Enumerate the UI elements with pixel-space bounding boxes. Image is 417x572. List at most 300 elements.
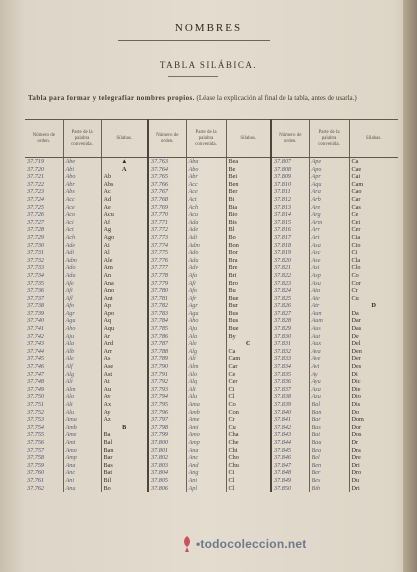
word-part-cell: Acc — [63, 196, 101, 204]
table-row — [25, 454, 398, 462]
order-number-cell: 37.821 — [271, 264, 309, 272]
word-part-cell: Abs — [63, 188, 101, 196]
syllable-cell: Bra — [226, 257, 271, 265]
order-number-cell: 37.740 — [25, 317, 63, 325]
word-part-cell: Adi — [63, 249, 101, 257]
syllable-cell: Bio — [226, 211, 271, 219]
order-number-cell: 37.775 — [148, 249, 186, 257]
syllabic-table — [25, 119, 398, 492]
word-part-cell: Bes — [309, 477, 349, 485]
word-part-cell: Aba — [186, 158, 226, 166]
word-part-cell: Alm — [63, 386, 101, 394]
syllable-cell: Cai — [351, 173, 361, 181]
order-number-cell: 37.777 — [148, 264, 186, 272]
word-part-cell: Abo — [186, 166, 226, 174]
order-number-cell: 37.829 — [271, 325, 309, 333]
table-row — [25, 447, 398, 455]
syllable-cell: Bil — [101, 477, 148, 485]
order-number-cell: 37.787 — [148, 340, 186, 348]
table-row — [25, 181, 398, 189]
table-row — [25, 196, 398, 204]
word-part-cell: And — [186, 462, 226, 470]
order-number-cell: 37.749 — [25, 386, 63, 394]
order-number-cell: 37.795 — [148, 401, 186, 409]
table-row — [25, 477, 398, 485]
syllable-cell: Bea — [226, 158, 271, 166]
order-number-cell: 37.719 — [25, 158, 63, 166]
table-row — [25, 173, 398, 181]
word-part-cell: Aho — [63, 325, 101, 333]
table-row — [25, 363, 398, 371]
syllable-cell: Che — [226, 439, 271, 447]
table-row — [25, 287, 398, 295]
order-number-cell: 37.801 — [148, 447, 186, 455]
order-number-cell: 37.721 — [25, 173, 63, 181]
order-number-cell: 37.816 — [271, 226, 309, 234]
order-number-cell: 37.773 — [148, 234, 186, 242]
column-header: Parte de la palabra convenida. — [63, 120, 101, 158]
syllable-cell: Chi — [226, 447, 271, 455]
syllable-cell: Bas — [101, 462, 148, 470]
syllable-cell: Ant — [101, 295, 148, 303]
table-row — [25, 188, 398, 196]
syllable-cell: Bri — [226, 272, 271, 280]
syllable-cell: Acu — [101, 211, 148, 219]
order-number-cell: 37.800 — [148, 439, 186, 447]
word-part-cell: Arb — [309, 196, 349, 204]
syllable-cell: Dre — [351, 454, 361, 462]
syllable-cell: C — [226, 340, 271, 348]
syllable-cell: A — [101, 166, 148, 174]
order-number-cell: 37.814 — [271, 211, 309, 219]
order-number-cell: 37.781 — [148, 295, 186, 303]
order-number-cell: 37.809 — [271, 173, 309, 181]
order-number-cell: 37.753 — [25, 416, 63, 424]
word-part-cell: Ach — [63, 234, 101, 242]
syllable-cell: Dro — [351, 469, 362, 477]
syllable-cell: Ax — [101, 401, 148, 409]
word-part-cell: Afe — [63, 280, 101, 288]
order-number-cell: 37.770 — [148, 211, 186, 219]
syllable-cell: Ad — [101, 196, 148, 204]
table-row — [25, 257, 398, 265]
word-part-cell: Ale — [63, 355, 101, 363]
table-row — [25, 226, 398, 234]
syllable-cell: Dr — [351, 438, 359, 446]
intro-bold: Tabla para formar y telegrafiar nombres propios. — [28, 94, 195, 102]
word-part-cell: Ace — [186, 188, 226, 196]
table-row — [25, 219, 398, 227]
table-row — [25, 166, 398, 174]
word-part-cell: Ala — [63, 340, 101, 348]
syllable-cell: Dri — [351, 484, 360, 492]
word-part-cell: Asp — [309, 272, 349, 280]
watermark-text: •todocoleccion.net — [196, 537, 307, 551]
order-number-cell: 37.754 — [25, 424, 63, 432]
order-number-cell: 37.838 — [271, 393, 309, 401]
table-row — [25, 249, 398, 257]
order-number-cell: 37.732 — [25, 257, 63, 265]
word-part-cell: Atr — [309, 302, 349, 310]
column-header: Parte de la palabra convenida. — [309, 120, 349, 158]
syllable-cell: Dom — [351, 416, 364, 424]
word-part-cell: Arg — [309, 211, 349, 219]
syllable-cell: Bue — [226, 325, 271, 333]
order-number-cell: 37.833 — [271, 355, 309, 363]
order-number-cell: 37.779 — [148, 280, 186, 288]
word-part-cell: Are — [309, 204, 349, 212]
syllable-cell: Ber — [226, 188, 271, 196]
syllable-cell: Cer — [351, 226, 361, 234]
syllable-cell: Ano — [101, 287, 148, 295]
order-number-cell: 37.846 — [271, 454, 309, 462]
word-part-cell: Asu — [309, 280, 349, 288]
word-part-cell: Ade — [186, 226, 226, 234]
syllable-cell: Bor — [226, 249, 271, 257]
table-row — [25, 310, 398, 318]
syllable-cell: Az — [101, 416, 148, 424]
order-number-cell: 37.737 — [25, 295, 63, 303]
column-header: Parte de la palabra convenida. — [186, 120, 226, 158]
order-number-cell: 37.850 — [271, 485, 309, 493]
word-part-cell: Ami — [186, 424, 226, 432]
syllable-cell: Bar — [101, 454, 148, 462]
order-number-cell: 37.769 — [148, 204, 186, 212]
word-part-cell: Ali — [186, 355, 226, 363]
order-number-cell: 37.766 — [148, 181, 186, 189]
word-part-cell: Ada — [186, 219, 226, 227]
syllable-cell: Cia — [351, 233, 361, 241]
syllable-cell: Ban — [101, 447, 148, 455]
syllable-cell: Da — [351, 309, 359, 317]
word-part-cell: Amp — [186, 439, 226, 447]
syllable-cell: Aqu — [101, 325, 148, 333]
table-row — [25, 393, 398, 401]
word-part-cell: Afl — [63, 295, 101, 303]
syllable-cell: Cho — [226, 454, 271, 462]
word-part-cell: Ado — [186, 249, 226, 257]
order-number-cell: 37.826 — [271, 302, 309, 310]
word-part-cell: Aho — [186, 317, 226, 325]
syllable-cell: Bre — [226, 264, 271, 272]
order-number-cell: 37.799 — [148, 431, 186, 439]
syllable-cell: Dar — [351, 317, 361, 325]
syllable-cell: Ast — [101, 371, 148, 379]
syllable-cell: Ce — [351, 211, 359, 219]
syllable-cell: Abs — [101, 181, 148, 189]
word-part-cell: Aci — [63, 219, 101, 227]
table-row — [25, 204, 398, 212]
table-row — [25, 333, 398, 341]
syllable-cell: Cei — [351, 218, 361, 226]
syllable-cell: Arr — [101, 348, 148, 356]
syllable-cell: An — [101, 272, 148, 280]
syllable-cell: Ac — [101, 188, 148, 196]
order-number-cell: 37.797 — [148, 416, 186, 424]
word-part-cell: Adv — [186, 264, 226, 272]
syllable-cell: Ago — [101, 234, 148, 242]
word-part-cell: Ana — [63, 462, 101, 470]
syllable-cell: Cae — [351, 165, 362, 173]
order-number-cell: 37.729 — [25, 234, 63, 242]
order-number-cell: 37.843 — [271, 431, 309, 439]
word-part-cell: Ami — [63, 439, 101, 447]
table-row — [25, 469, 398, 477]
syllable-cell: Di — [351, 370, 358, 378]
word-part-cell: Abe — [63, 158, 101, 166]
order-number-cell: 37.845 — [271, 447, 309, 455]
intro-paragraph — [28, 93, 398, 103]
syllable-cell: Chu — [226, 462, 271, 470]
table-row — [25, 317, 398, 325]
intro-note: (Léase la explicación al final de la tabla, antes de usarla.) — [196, 94, 357, 102]
order-number-cell: 37.748 — [25, 378, 63, 386]
title-rule — [118, 40, 270, 41]
syllable-cell: Cio — [351, 241, 361, 249]
order-number-cell: 37.788 — [148, 348, 186, 356]
syllable-cell: Bei — [226, 173, 271, 181]
order-number-cell: 37.750 — [25, 393, 63, 401]
word-part-cell: Afo — [186, 287, 226, 295]
syllable-cell: Co — [351, 271, 359, 279]
word-part-cell: Ara — [309, 188, 349, 196]
syllable-cell: Cr — [351, 287, 358, 295]
order-number-cell: 37.824 — [271, 287, 309, 295]
syllable-cell: Ana — [101, 280, 148, 288]
word-part-cell: Abr — [63, 181, 101, 189]
table-row — [25, 158, 398, 166]
syllable-cell: Ard — [101, 340, 148, 348]
syllable-cell: Cl — [226, 477, 271, 485]
order-number-cell: 37.812 — [271, 196, 309, 204]
word-part-cell: Ben — [309, 462, 349, 470]
word-part-cell: Asc — [309, 249, 349, 257]
word-part-cell: Adm — [63, 257, 101, 265]
order-number-cell: 37.747 — [25, 371, 63, 379]
order-number-cell: 37.761 — [25, 477, 63, 485]
word-part-cell: Asi — [309, 264, 349, 272]
syllable-cell: Ap — [101, 302, 148, 310]
order-number-cell: 37.823 — [271, 280, 309, 288]
word-part-cell: Alo — [63, 393, 101, 401]
order-number-cell: 37.832 — [271, 348, 309, 356]
word-part-cell: Bau — [309, 439, 349, 447]
word-part-cell: Ase — [309, 257, 349, 265]
syllable-cell: Bus — [226, 317, 271, 325]
order-number-cell: 37.785 — [148, 325, 186, 333]
order-number-cell: 37.794 — [148, 393, 186, 401]
word-part-cell: Ach — [186, 204, 226, 212]
order-number-cell: 37.790 — [148, 363, 186, 371]
column-header: Sílabas. — [101, 120, 148, 158]
syllable-cell: Bal — [101, 439, 148, 447]
syllable-cell: Dra — [351, 446, 361, 454]
syllable-cell: Del — [351, 340, 361, 348]
order-number-cell: 37.762 — [25, 485, 63, 493]
table-row — [25, 462, 398, 470]
syllable-cell: Dis — [351, 401, 361, 408]
order-number-cell: 37.847 — [271, 462, 309, 470]
word-part-cell: Ado — [63, 264, 101, 272]
order-number-cell: 37.807 — [271, 158, 309, 166]
word-part-cell: Anu — [63, 485, 101, 493]
syllable-cell: Co — [226, 401, 271, 409]
table-row — [25, 431, 398, 439]
syllable-cell: Af — [101, 219, 148, 227]
word-part-cell: Abr — [186, 173, 226, 181]
syllable-cell: Cer — [226, 378, 271, 386]
word-part-cell: Afi — [186, 280, 226, 288]
order-number-cell: 37.744 — [25, 348, 63, 356]
syllable-cell: B — [101, 424, 148, 432]
order-number-cell: 37.796 — [148, 409, 186, 417]
order-number-cell: 37.817 — [271, 234, 309, 242]
word-part-cell: Agr — [186, 302, 226, 310]
word-part-cell: Ama — [186, 401, 226, 409]
word-part-cell: Bar — [309, 416, 349, 424]
word-part-cell: Alg — [186, 348, 226, 356]
order-number-cell: 37.746 — [25, 363, 63, 371]
order-number-cell: 37.759 — [25, 462, 63, 470]
syllable-cell: Cas — [351, 203, 361, 211]
word-part-cell: Ame — [186, 416, 226, 424]
syllable-cell: Bo — [101, 485, 148, 493]
word-part-cell: Bal — [309, 401, 349, 409]
order-number-cell: 37.815 — [271, 219, 309, 227]
syllable-cell: Cl — [226, 393, 271, 401]
word-part-cell: Bat — [309, 431, 349, 439]
syllable-cell: Die — [351, 385, 361, 393]
order-number-cell: 37.734 — [25, 272, 63, 280]
word-part-cell: Alt — [186, 386, 226, 394]
order-number-cell: 37.842 — [271, 424, 309, 432]
order-number-cell: 37.804 — [148, 469, 186, 477]
subtitle-rule — [168, 76, 218, 77]
column-header: Sílabas. — [226, 120, 271, 158]
order-number-cell: 37.822 — [271, 272, 309, 280]
order-number-cell: 37.736 — [25, 287, 63, 295]
word-part-cell: Aco — [63, 211, 101, 219]
order-number-cell: 37.723 — [25, 188, 63, 196]
column-header: Número de orden. — [148, 120, 186, 158]
word-part-cell: Apo — [309, 166, 349, 174]
syllable-cell: Ca — [226, 348, 271, 356]
syllable-cell: Cla — [351, 256, 361, 264]
word-part-cell: Bea — [309, 447, 349, 455]
word-part-cell: Ayu — [309, 378, 349, 386]
word-part-cell: Bas — [309, 424, 349, 432]
syllable-cell: Bl — [226, 226, 271, 234]
order-number-cell: 37.763 — [148, 158, 186, 166]
syllable-cell: Ase — [101, 363, 148, 371]
order-number-cell: 37.720 — [25, 166, 63, 174]
syllable-cell: Do — [351, 408, 360, 416]
table-row — [25, 242, 398, 250]
word-part-cell: Acu — [186, 211, 226, 219]
syllable-cell: Den — [351, 347, 362, 355]
order-number-cell: 37.730 — [25, 242, 63, 250]
word-part-cell: Ama — [63, 416, 101, 424]
table-row — [25, 378, 398, 386]
word-part-cell: Azu — [309, 393, 349, 401]
syllable-cell: Dor — [351, 423, 362, 431]
order-number-cell: 37.764 — [148, 166, 186, 174]
order-number-cell: 37.803 — [148, 462, 186, 470]
word-part-cell: Ban — [309, 409, 349, 417]
syllable-cell: Al — [101, 249, 148, 257]
order-number-cell: 37.752 — [25, 409, 63, 417]
order-number-cell: 37.848 — [271, 469, 309, 477]
word-part-cell: Alm — [186, 363, 226, 371]
word-part-cell: Adi — [186, 234, 226, 242]
syllable-cell: Ca — [351, 158, 359, 165]
syllable-cell: Bur — [226, 302, 271, 310]
word-part-cell: Aux — [309, 340, 349, 348]
syllable-cell: Av — [101, 393, 148, 401]
syllable-cell: Bro — [226, 280, 271, 288]
table-row — [25, 234, 398, 242]
order-number-cell: 37.751 — [25, 401, 63, 409]
word-part-cell: Bel — [309, 454, 349, 462]
syllable-cell: Con — [226, 409, 271, 417]
word-part-cell: Act — [186, 196, 226, 204]
word-part-cell: Alo — [186, 371, 226, 379]
order-number-cell: 37.831 — [271, 340, 309, 348]
syllable-cell: Ben — [226, 181, 271, 189]
order-number-cell: 37.849 — [271, 477, 309, 485]
syllable-cell: Ce — [226, 371, 271, 379]
order-number-cell: 37.745 — [25, 355, 63, 363]
column-header: Número de orden. — [25, 120, 63, 158]
word-part-cell: Agu — [186, 310, 226, 318]
column-header: Número de orden. — [271, 120, 309, 158]
order-number-cell: 37.813 — [271, 204, 309, 212]
order-number-cell: 37.836 — [271, 378, 309, 386]
order-number-cell: 37.805 — [148, 477, 186, 485]
word-part-cell: Afr — [186, 295, 226, 303]
order-number-cell: 37.755 — [25, 431, 63, 439]
syllable-cell: Du — [351, 476, 360, 484]
word-part-cell: Alf — [63, 363, 101, 371]
word-part-cell: Amb — [186, 409, 226, 417]
word-part-cell: Ava — [309, 348, 349, 356]
table-row — [25, 264, 398, 272]
word-part-cell: Ade — [63, 242, 101, 250]
word-part-cell: Aju — [63, 333, 101, 341]
table-row — [25, 424, 398, 432]
syllable-cell: Dos — [351, 431, 362, 439]
word-part-cell: Agu — [63, 317, 101, 325]
word-part-cell: Ala — [186, 333, 226, 341]
word-part-cell: Avi — [309, 363, 349, 371]
syllable-cell: Dic — [351, 378, 361, 386]
syllable-cell: Cam — [351, 180, 364, 188]
order-number-cell: 37.758 — [25, 454, 63, 462]
word-part-cell: Ang — [186, 469, 226, 477]
syllable-cell: Ci — [226, 469, 271, 477]
word-part-cell: Ali — [63, 378, 101, 386]
table-row — [25, 355, 398, 363]
word-part-cell: Act — [63, 226, 101, 234]
syllable-cell: Ale — [101, 257, 148, 265]
syllable-cell: At — [101, 378, 148, 386]
order-number-cell: 37.756 — [25, 439, 63, 447]
syllable-cell: Ae — [101, 204, 148, 212]
word-part-cell: Art — [309, 234, 349, 242]
table-row — [25, 295, 398, 303]
word-part-cell: Alq — [186, 378, 226, 386]
word-part-cell: Afo — [63, 302, 101, 310]
